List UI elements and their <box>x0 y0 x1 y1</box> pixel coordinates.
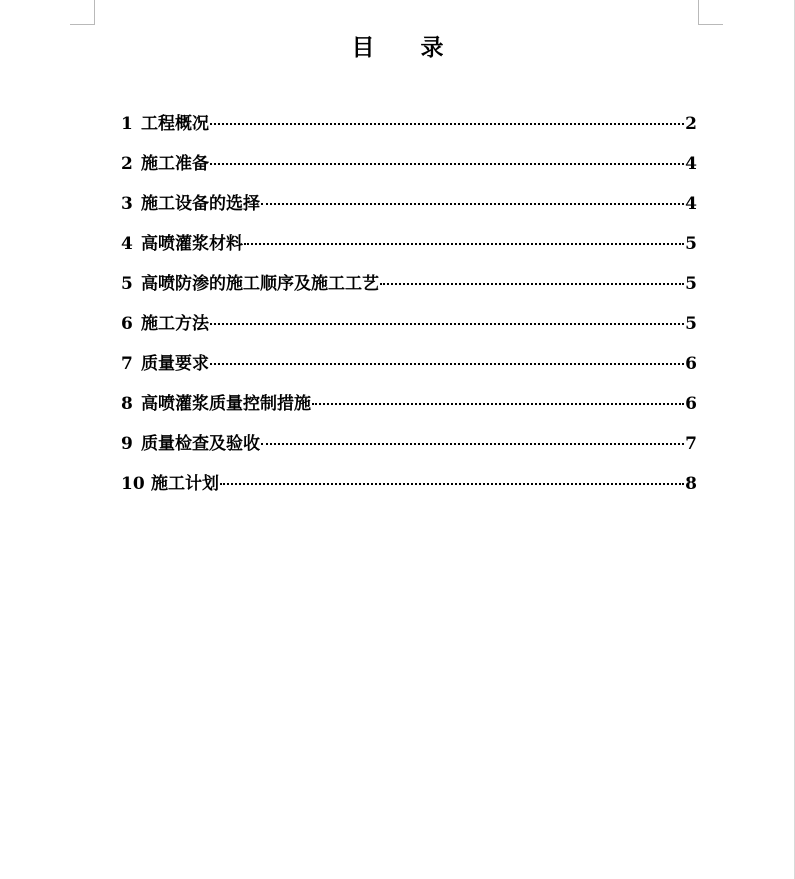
toc-entry-title[interactable]: 高喷灌浆材料 <box>141 234 243 254</box>
toc-entry-9[interactable] <box>121 432 697 472</box>
toc-entry-title[interactable]: 高喷防渗的施工顺序及施工工艺 <box>141 274 379 294</box>
toc-entry-leader-dots <box>261 203 684 205</box>
toc-entry-number: 4 <box>121 234 133 254</box>
toc-entry-4[interactable] <box>121 232 697 272</box>
toc-entry-number: 5 <box>121 274 133 294</box>
toc-entry-number: 2 <box>121 154 133 174</box>
toc-entry-leader-dots <box>210 163 684 165</box>
toc-entry-leader-dots <box>220 483 684 485</box>
toc-entry-title[interactable]: 施工计划 <box>151 474 219 494</box>
toc-entry-title[interactable]: 质量要求 <box>141 354 209 374</box>
toc-entry-page-number[interactable]: 8 <box>685 474 697 494</box>
toc-entry-2[interactable] <box>121 152 697 192</box>
toc-entry-title[interactable]: 施工方法 <box>141 314 209 334</box>
toc-entry-number: 8 <box>121 394 133 414</box>
toc-entry-page-number[interactable]: 5 <box>685 274 697 294</box>
toc-entry-leader-dots <box>312 403 684 405</box>
toc-entry-title[interactable]: 施工设备的选择 <box>141 194 260 214</box>
toc-entry-leader-dots <box>210 363 684 365</box>
toc-entry-page-number[interactable]: 6 <box>685 354 697 374</box>
toc-entry-number: 3 <box>121 194 133 214</box>
toc-entry-leader-dots <box>244 243 684 245</box>
toc-entry-page-number[interactable]: 5 <box>685 234 697 254</box>
toc-entry-title[interactable]: 施工准备 <box>141 154 209 174</box>
toc-entry-number: 10 <box>121 474 145 494</box>
toc-entry-leader-dots <box>210 123 684 125</box>
toc-entry-number: 9 <box>121 434 133 454</box>
toc-entry-page-number[interactable]: 6 <box>685 394 697 414</box>
toc-entry-title[interactable]: 质量检查及验收 <box>141 434 260 454</box>
toc-title-left-char: 目 <box>351 34 375 61</box>
toc-entry-8[interactable] <box>121 392 697 432</box>
toc-entry-number: 6 <box>121 314 133 334</box>
toc-entry-leader-dots <box>380 283 684 285</box>
toc-entry-7[interactable] <box>121 352 697 392</box>
table-of-contents <box>121 112 697 512</box>
toc-title-right-char: 录 <box>420 34 444 61</box>
toc-entry-6[interactable] <box>121 312 697 352</box>
top-left-crop-mark <box>70 0 95 25</box>
toc-entry-leader-dots <box>261 443 684 445</box>
top-right-crop-mark <box>698 0 723 25</box>
toc-entry-number: 1 <box>121 114 133 134</box>
toc-entry-page-number[interactable]: 5 <box>685 314 697 334</box>
toc-entry-title[interactable]: 高喷灌浆质量控制措施 <box>141 394 311 414</box>
toc-entry-3[interactable] <box>121 192 697 232</box>
toc-entry-10[interactable] <box>121 472 697 512</box>
toc-entry-5[interactable] <box>121 272 697 312</box>
toc-entry-page-number[interactable]: 4 <box>685 154 697 174</box>
toc-entry-page-number[interactable]: 4 <box>685 194 697 214</box>
toc-entry-leader-dots <box>210 323 684 325</box>
toc-entry-1[interactable] <box>121 112 697 152</box>
toc-title <box>0 29 795 62</box>
toc-entry-number: 7 <box>121 354 133 374</box>
toc-entry-page-number[interactable]: 2 <box>685 114 697 134</box>
toc-entry-page-number[interactable]: 7 <box>685 434 697 454</box>
toc-entry-title[interactable]: 工程概况 <box>141 114 209 134</box>
